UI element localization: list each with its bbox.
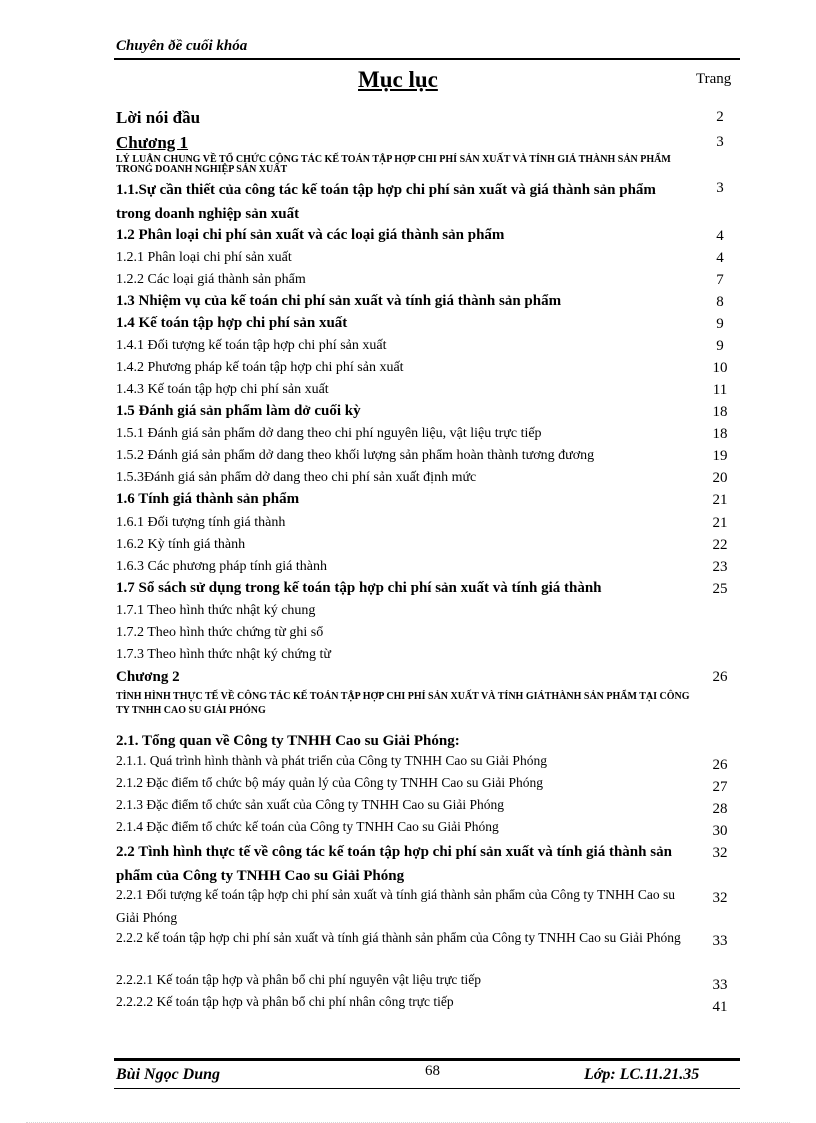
toc-page: 18 <box>712 404 728 420</box>
toc-page: 9 <box>716 316 724 332</box>
toc-entry-chapter-2[interactable]: Chương 2 <box>116 669 180 685</box>
toc-page: 41 <box>712 999 728 1015</box>
toc-page: 33 <box>712 977 728 993</box>
toc-entry[interactable]: 1.4.1 Đối tượng kế toán tập hợp chi phí sản xuất <box>116 338 387 353</box>
footer-rule <box>114 1058 740 1061</box>
footer-class: Lớp: LC.11.21.35 <box>584 1066 700 1083</box>
toc-page: 20 <box>712 470 728 486</box>
toc-heading: Mục lục <box>358 67 438 92</box>
toc-page: 3 <box>716 134 724 150</box>
toc-page: 10 <box>712 360 728 376</box>
toc-page: 11 <box>712 382 728 398</box>
toc-page: 2 <box>716 109 724 125</box>
toc-entry[interactable]: 1.4.2 Phương pháp kế toán tập hợp chi phí sản xuất <box>116 360 404 375</box>
toc-page: 4 <box>716 228 724 244</box>
toc-entry[interactable]: 1.2.2 Các loại giá thành sản phẩm <box>116 272 306 287</box>
toc-page: 30 <box>712 823 728 839</box>
toc-entry[interactable]: 1.6.2 Kỳ tính giá thành <box>116 537 246 552</box>
toc-entry[interactable]: 1.1.Sự cần thiết của công tác kế toán tập hợp chi phí sản xuất và giá thành sản phẩm trong doanh nghiệp sản xuất <box>116 182 656 222</box>
toc-entry[interactable]: 1.2 Phân loại chi phí sản xuất và các loại giá thành sản phẩm <box>116 227 505 243</box>
toc-page: 21 <box>712 515 728 531</box>
toc-page: 22 <box>712 537 728 553</box>
toc-entry[interactable]: 2.1.4 Đặc điểm tổ chức kế toán của Công ty TNHH Cao su Giải Phóng <box>116 819 499 834</box>
toc-entry[interactable]: 1.4.3 Kế toán tập hợp chi phí sản xuất <box>116 382 329 397</box>
toc-entry[interactable]: 1.5.1 Đánh giá sản phẩm dở dang theo chi phí nguyên liệu, vật liệu trực tiếp <box>116 426 542 441</box>
page-column-label: Trang <box>696 71 732 87</box>
toc-entry[interactable]: 1.6.3 Các phương pháp tính giá thành <box>116 559 327 574</box>
toc-entry-preface[interactable]: Lời nói đầu <box>116 108 201 127</box>
footer-page-number: 68 <box>425 1063 440 1079</box>
toc-page: 32 <box>712 890 728 906</box>
toc-page: 25 <box>712 581 728 597</box>
toc-page: 19 <box>712 448 728 464</box>
footer-rule-bottom <box>114 1088 740 1089</box>
toc-entry[interactable]: 2.1.3 Đặc điểm tổ chức sản xuất của Công ty TNHH Cao su Giải Phóng <box>116 797 505 812</box>
toc-page: 28 <box>712 801 728 817</box>
header-title: Chuyên ðề cuối khóa <box>116 38 248 54</box>
toc-entry[interactable]: 2.2.1 Đối tượng kế toán tập hợp chi phí sản xuất và tính giá thành sản phẩm của Công ty TNHH Cao su Giải Phóng <box>116 887 676 925</box>
toc-entry[interactable]: 1.2.1 Phân loại chi phí sản xuất <box>116 250 292 265</box>
toc-chapter-2-subtitle[interactable]: TÌNH HÌNH THỰC TẾ VỀ CÔNG TÁC KẾ TOÁN TẬP HỢP CHI PHÍ SẢN XUẤT VÀ TÍNH GIÁTHÀNH SẢN PHẨM TẠI CÔNG TY TNHH CAO SU GIẢI PHÓNG <box>116 691 690 716</box>
toc-page: 21 <box>712 492 728 508</box>
toc-entry[interactable]: 2.1.2 Đặc điểm tổ chức bộ máy quản lý của Công ty TNHH Cao su Giải Phóng <box>116 775 544 790</box>
header-rule <box>114 58 740 60</box>
footer-author: Bùi Ngọc Dung <box>116 1066 221 1083</box>
toc-entry[interactable]: 2.1. Tổng quan về Công ty TNHH Cao su Giải Phóng: <box>116 733 460 749</box>
toc-entry-chapter-1[interactable]: Chương 1 <box>116 133 189 152</box>
toc-page: 26 <box>712 757 728 773</box>
toc-entry[interactable]: 1.4 Kế toán tập hợp chi phí sản xuất <box>116 315 348 331</box>
toc-page: 4 <box>716 250 724 266</box>
toc-page: 8 <box>716 294 724 310</box>
toc-page: 32 <box>712 845 728 861</box>
toc-page: 7 <box>716 272 724 288</box>
toc-entry[interactable]: 2.2 Tình hình thực tế về công tác kế toán tập hợp chi phí sản xuất và tính giá thành sản phẩm của Công ty TNHH Cao su Giải Phóng <box>116 844 672 884</box>
toc-entry[interactable]: 1.6.1 Đối tượng tính giá thành <box>116 515 286 530</box>
toc-page: 23 <box>712 559 728 575</box>
toc-page: 26 <box>712 669 728 685</box>
toc-page: 27 <box>712 779 728 795</box>
toc-entry[interactable]: 1.7.3 Theo hình thức nhật ký chứng từ <box>116 647 331 662</box>
toc-entry[interactable]: 1.7.1 Theo hình thức nhật ký chung <box>116 603 316 618</box>
toc-entry[interactable]: 1.3 Nhiệm vụ của kế toán chi phí sản xuất và tính giá thành sản phẩm <box>116 293 562 309</box>
toc-entry[interactable]: 1.5.2 Đánh giá sản phẩm dở dang theo khối lượng sản phẩm hoàn thành tương đương <box>116 448 595 463</box>
toc-entry[interactable]: 1.6 Tính giá thành sản phẩm <box>116 491 300 507</box>
toc-entry[interactable]: 2.2.2.1 Kế toán tập hợp và phân bổ chi phí nguyên vật liệu trực tiếp <box>116 972 481 987</box>
toc-chapter-1-subtitle[interactable]: LÝ LUẬN CHUNG VỀ TỔ CHỨC CÔNG TÁC KẾ TOÁN TẬP HỢP CHI PHÍ SẢN XUẤT VÀ TÍNH GIÁ THÀNH SẢN PHẨM TRONG DOANH NGHIỆP SẢN XUẤT <box>116 154 671 175</box>
toc-entry[interactable]: 2.2.2 kế toán tập hợp chi phí sản xuất và tính giá thành sản phẩm của Công ty TNHH Cao su Giải Phóng <box>116 930 681 945</box>
toc-entry[interactable]: 1.7 Sổ sách sử dụng trong kế toán tập hợp chi phí sản xuất và tính giá thành <box>116 580 602 596</box>
toc-entry[interactable]: 1.5.3Đánh giá sản phẩm dở dang theo chi phí sản xuất định mức <box>116 470 477 485</box>
toc-page: 18 <box>712 426 728 442</box>
toc-page: 9 <box>716 338 724 354</box>
toc-page: 33 <box>712 933 728 949</box>
toc-entry[interactable]: 2.2.2.2 Kế toán tập hợp và phân bổ chi phí nhân công trực tiếp <box>116 994 454 1009</box>
toc-entry[interactable]: 1.5 Đánh giá sản phẩm làm dở cuối kỳ <box>116 403 361 419</box>
toc-entry[interactable]: 2.1.1. Quá trình hình thành và phát triển của Công ty TNHH Cao su Giải Phóng <box>116 753 547 768</box>
toc-entry[interactable]: 1.7.2 Theo hình thức chứng từ ghi sổ <box>116 625 324 640</box>
toc-page: 3 <box>716 180 724 196</box>
